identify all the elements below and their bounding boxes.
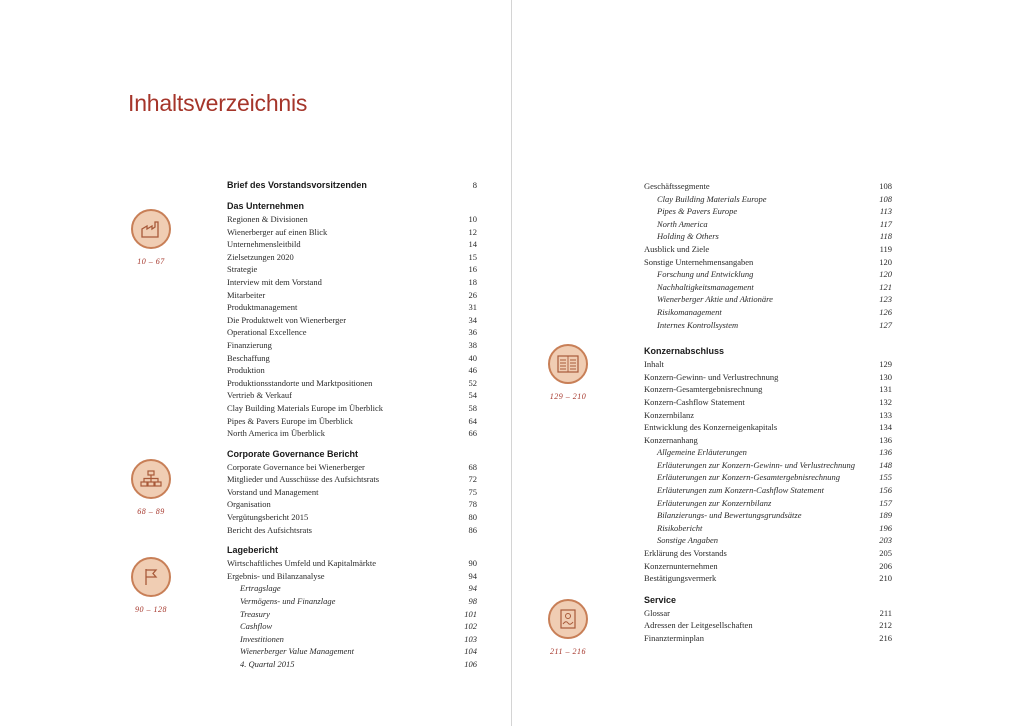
- toc-entry[interactable]: [644, 421, 892, 434]
- toc-entry[interactable]: [644, 268, 892, 281]
- page-number: 205: [879, 548, 892, 559]
- page-number: 36: [468, 327, 477, 338]
- toc-entry-label: Operational Excellence: [227, 327, 307, 338]
- badge-unternehmen: [129, 209, 173, 266]
- page-divider: [511, 0, 512, 726]
- toc-entry-label: Produktion: [227, 365, 265, 376]
- toc-entry[interactable]: [227, 263, 477, 276]
- toc-left-column: [227, 179, 477, 671]
- badge-governance: [129, 459, 173, 516]
- page-number: 120: [879, 269, 892, 280]
- toc-entry[interactable]: [644, 547, 892, 560]
- org-chart-icon: [131, 459, 171, 499]
- toc-entry-label: Wienerberger Value Management: [240, 646, 354, 657]
- toc-entry[interactable]: [227, 498, 477, 511]
- toc-entry[interactable]: [644, 256, 892, 269]
- page-number: 94: [468, 570, 477, 581]
- page-number: 136: [879, 447, 892, 458]
- document-signature-icon: [548, 599, 588, 639]
- toc-entry[interactable]: [227, 238, 477, 251]
- toc-entry-label: Konzern-Cashflow Statement: [644, 396, 745, 407]
- toc-entry-label: Corporate Governance bei Wienerberger: [227, 461, 365, 472]
- toc-entry[interactable]: [644, 205, 892, 218]
- toc-entry-label: Cashflow: [240, 621, 273, 632]
- section-heading-governance: Corporate Governance Bericht: [227, 448, 359, 459]
- page-number: 136: [879, 434, 892, 445]
- toc-entry-label: Adressen der Leitgesellschaften: [644, 620, 753, 631]
- toc-entry-label: Produktionsstandorte und Marktpositionen: [227, 377, 373, 388]
- toc-entry-label: Investitionen: [240, 633, 284, 644]
- toc-entry[interactable]: [227, 511, 477, 524]
- toc-entry[interactable]: [644, 383, 892, 396]
- page-range: 211 – 216: [550, 647, 586, 656]
- page-number: 103: [464, 633, 477, 644]
- toc-entry-label: Pipes & Pavers Europe im Überblick: [227, 415, 353, 426]
- section-heading: Brief des Vorstandsvorsitzenden: [227, 180, 367, 190]
- page-number: 108: [879, 181, 892, 191]
- toc-entry[interactable]: [227, 582, 477, 595]
- page-number: 78: [468, 499, 477, 510]
- page-number: 106: [464, 659, 477, 669]
- toc-entry[interactable]: [644, 293, 892, 306]
- toc-entry-label: Wirtschaftliches Umfeld und Kapitalmärkte: [227, 558, 377, 569]
- toc-list-governance: [227, 461, 477, 537]
- page-number: 206: [879, 560, 892, 571]
- page-number: 133: [879, 409, 892, 420]
- toc-entry[interactable]: [227, 658, 477, 671]
- toc-entry-label: Beschaffung: [227, 352, 270, 363]
- page-number: 155: [879, 472, 892, 483]
- page-number: 31: [468, 302, 477, 313]
- financial-statements-icon: [548, 344, 588, 384]
- badge-service: [546, 599, 590, 656]
- toc-entry-label: Holding & Others: [657, 231, 719, 242]
- toc-entry[interactable]: [644, 632, 892, 645]
- toc-entry-label: Regionen & Divisionen: [227, 214, 308, 224]
- toc-entry[interactable]: [227, 289, 477, 302]
- toc-entry-label: Mitarbeiter: [227, 289, 266, 300]
- toc-entry[interactable]: [644, 218, 892, 231]
- page-number: 26: [468, 289, 477, 300]
- toc-entry[interactable]: [227, 213, 477, 226]
- page-number: 38: [468, 339, 477, 350]
- toc-entry-label: Bericht des Aufsichtsrats: [227, 524, 312, 535]
- page-number: 90: [468, 558, 477, 569]
- toc-entry-label: Vorstand und Management: [227, 486, 319, 497]
- toc-entry-label: Forschung und Entwicklung: [657, 269, 754, 280]
- page-number: 211: [879, 607, 892, 618]
- page-number: 54: [468, 390, 477, 401]
- toc-entry-label: Risikomanagement: [657, 306, 722, 317]
- page-number: 121: [879, 281, 892, 292]
- toc-entry[interactable]: [644, 459, 892, 472]
- section-heading-lagebericht: Lagebericht: [227, 545, 279, 556]
- toc-entry[interactable]: [644, 230, 892, 243]
- toc-entry-label: Geschäftssegmente: [644, 181, 710, 191]
- toc-entry[interactable]: [227, 595, 477, 608]
- page-number: 101: [464, 608, 477, 619]
- page-number: 14: [468, 239, 477, 250]
- toc-entry[interactable]: [227, 461, 477, 474]
- page-range: 68 – 89: [137, 507, 165, 516]
- toc-entry-label: Ausblick und Ziele: [644, 243, 710, 254]
- toc-entry-label: Konzernanhang: [644, 434, 698, 445]
- toc-entry[interactable]: [644, 497, 892, 510]
- toc-entry-label: Sonstige Unternehmensangaben: [644, 256, 754, 267]
- page-number: 18: [468, 276, 477, 287]
- page-number: 58: [468, 402, 477, 413]
- toc-entry[interactable]: [227, 524, 477, 537]
- section-heading-service: Service: [644, 594, 677, 605]
- page-number: 131: [879, 384, 892, 395]
- toc-list-konzernabschluss: [644, 358, 892, 585]
- toc-entry-label: Konzern-Gewinn- und Verlustrechnung: [644, 371, 779, 382]
- page-number: 123: [879, 294, 892, 305]
- page-number: 212: [879, 620, 892, 631]
- toc-entry-label: Ertragslage: [240, 583, 281, 594]
- page-number: 120: [879, 256, 892, 267]
- toc-entry-label: Konzern-Gesamtergebnisrechnung: [644, 384, 763, 395]
- page-number: 40: [468, 352, 477, 363]
- page-number: 118: [879, 231, 892, 242]
- toc-entry-label: Organisation: [227, 499, 271, 510]
- badge-konzernabschluss: [546, 344, 590, 401]
- factory-icon: [131, 209, 171, 249]
- page-number: 15: [468, 251, 477, 262]
- toc-entry[interactable]: [227, 620, 477, 633]
- toc-entry-label: Clay Building Materials Europe: [657, 193, 767, 204]
- toc-entry[interactable]: [644, 319, 892, 332]
- toc-entry[interactable]: [227, 326, 477, 339]
- toc-entry-label: Erläuterungen zur Konzern-Gewinn- und Verlustrechnung: [657, 459, 856, 470]
- page-number: 34: [468, 314, 477, 325]
- toc-list-service: [644, 607, 892, 645]
- page-number: 68: [468, 461, 477, 472]
- page-title: Inhaltsverzeichnis: [128, 90, 308, 116]
- page-number: 108: [879, 193, 892, 204]
- toc-entry[interactable]: [227, 251, 477, 264]
- page-number: 117: [879, 218, 892, 229]
- toc-entry[interactable]: [644, 281, 892, 294]
- toc-entry-label: 4. Quartal 2015: [240, 659, 295, 669]
- page-number: 52: [468, 377, 477, 388]
- page-number: 210: [879, 573, 892, 584]
- toc-list-lagebericht-continued: [644, 180, 892, 331]
- page-number: 94: [468, 583, 477, 594]
- toc-entry[interactable]: [644, 193, 892, 206]
- toc-entry[interactable]: [227, 570, 477, 583]
- toc-entry[interactable]: [644, 396, 892, 409]
- toc-entry[interactable]: [227, 633, 477, 646]
- toc-entry-label: Pipes & Pavers Europe: [657, 206, 738, 217]
- toc-entry[interactable]: [644, 619, 892, 632]
- page-number: 203: [879, 535, 892, 546]
- toc-entry[interactable]: [227, 364, 477, 377]
- toc-entry-label: Konzernunternehmen: [644, 560, 718, 571]
- page-number: 16: [468, 264, 477, 275]
- toc-entry[interactable]: [644, 434, 892, 447]
- page-number: 10: [468, 214, 477, 224]
- toc-entry[interactable]: [227, 352, 477, 365]
- page-range: 129 – 210: [549, 392, 587, 401]
- toc-entry[interactable]: [227, 608, 477, 621]
- toc-entry-label: Erläuterungen zum Konzern-Cashflow Statement: [657, 485, 824, 496]
- page-number: 129: [879, 359, 892, 370]
- page-number: 64: [468, 415, 477, 426]
- toc-entry-label: Mitglieder und Ausschüsse des Aufsichtsrats: [227, 474, 380, 485]
- toc-entry-label: North America im Überblick: [227, 428, 325, 439]
- page-range: 90 – 128: [135, 605, 167, 614]
- toc-right-column: [644, 180, 892, 645]
- section-heading-unternehmen: Das Unternehmen: [227, 201, 305, 211]
- toc-entry-label: Vermögens- und Finanzlage: [240, 596, 336, 607]
- toc-entry[interactable]: [227, 402, 477, 415]
- toc-entry[interactable]: [644, 371, 892, 384]
- page-number: 12: [468, 226, 477, 237]
- page-range: 10 – 67: [137, 257, 165, 266]
- toc-entry-label: Unternehmensleitbild: [227, 239, 301, 250]
- toc-entry-label: Interview mit dem Vorstand: [227, 276, 322, 287]
- toc-entry[interactable]: [227, 226, 477, 239]
- toc-entry[interactable]: [227, 339, 477, 352]
- toc-entry[interactable]: [227, 276, 477, 289]
- toc-entry-label: Vergütungsbericht 2015: [227, 512, 309, 523]
- toc-entry[interactable]: [227, 415, 477, 428]
- toc-entry-label: Bilanzierungs- und Bewertungsgrundsätze: [657, 510, 802, 521]
- toc-entry[interactable]: [227, 301, 477, 314]
- badge-lagebericht: [129, 557, 173, 614]
- page-number: 104: [464, 646, 477, 657]
- page-number: 66: [468, 428, 477, 439]
- toc-entry[interactable]: [227, 377, 477, 390]
- toc-entry-label: Allgemeine Erläuterungen: [657, 447, 747, 458]
- toc-entry[interactable]: [644, 560, 892, 573]
- toc-entry[interactable]: [227, 314, 477, 327]
- toc-entry-label: Risikobericht: [657, 522, 703, 533]
- toc-entry-label: Wienerberger Aktie und Aktionäre: [657, 294, 773, 305]
- toc-entry-label: Wienerberger auf einen Blick: [227, 226, 328, 237]
- toc-entry[interactable]: [644, 522, 892, 535]
- page-number: 119: [879, 243, 892, 254]
- toc-entry[interactable]: [227, 473, 477, 486]
- page-number: 132: [879, 396, 892, 407]
- toc-entry[interactable]: [644, 534, 892, 547]
- toc-entry-label: Produktmanagement: [227, 302, 298, 313]
- page-number: 196: [879, 522, 892, 533]
- toc-entry[interactable]: [644, 446, 892, 459]
- page-number: 80: [468, 512, 477, 523]
- toc-entry[interactable]: [644, 607, 892, 620]
- toc-list-unternehmen: [227, 213, 477, 440]
- toc-entry-label: Glossar: [644, 607, 670, 618]
- toc-entry[interactable]: [644, 180, 892, 193]
- toc-entry-label: Ergebnis- und Bilanzanalyse: [227, 570, 325, 581]
- toc-entry-label: Strategie: [227, 264, 258, 275]
- toc-entry-label: Nachhaltigkeitsmanagement: [657, 281, 754, 292]
- toc-entry-label: Vertrieb & Verkauf: [227, 390, 292, 401]
- toc-entry[interactable]: [227, 557, 477, 570]
- page-number: 157: [879, 497, 892, 508]
- toc-entry[interactable]: [644, 409, 892, 422]
- toc-entry[interactable]: [227, 486, 477, 499]
- page-number: 75: [468, 486, 477, 497]
- toc-entry-label: Internes Kontrollsystem: [657, 319, 739, 330]
- page-number: 216: [879, 633, 892, 643]
- page-number: 130: [879, 371, 892, 382]
- page-number: 148: [879, 459, 892, 470]
- toc-entry-label: Clay Building Materials Europe im Überblick: [227, 402, 384, 413]
- toc-entry-label: North America: [657, 218, 708, 229]
- page-number: 126: [879, 306, 892, 317]
- flag-icon: [131, 557, 171, 597]
- page-number: 98: [468, 596, 477, 607]
- toc-entry[interactable]: [644, 306, 892, 319]
- toc-entry-label: Erklärung des Vorstands: [644, 548, 727, 559]
- toc-entry-label: Die Produktwelt von Wienerberger: [227, 314, 347, 325]
- toc-entry-label: Inhalt: [644, 359, 664, 370]
- toc-entry-label: Finanzierung: [227, 339, 272, 350]
- toc-entry-label: Konzernbilanz: [644, 409, 695, 420]
- toc-entry[interactable]: [227, 389, 477, 402]
- toc-entry[interactable]: [644, 572, 892, 585]
- page-number: 46: [468, 365, 477, 376]
- toc-entry-label: Erläuterungen zur Konzern-Gesamtergebnisrechnung: [657, 472, 841, 483]
- toc-entry[interactable]: [644, 243, 892, 256]
- toc-entry-label: Treasury: [240, 608, 270, 619]
- toc-entry-label: Erläuterungen zur Konzernbilanz: [657, 497, 772, 508]
- page-number: 156: [879, 485, 892, 496]
- page-number: 102: [464, 621, 477, 632]
- toc-entry[interactable]: [227, 427, 477, 440]
- page-number: 134: [879, 422, 892, 433]
- page-number: 113: [879, 206, 892, 217]
- toc-list-lagebericht: [227, 557, 477, 582]
- section-heading-konzernabschluss: Konzernabschluss: [644, 346, 725, 357]
- toc-entry-label: Bestätigungsvermerk: [644, 573, 717, 584]
- toc-entry-label: Finanzterminplan: [644, 633, 704, 643]
- page-number: 86: [468, 524, 477, 535]
- toc-entry[interactable]: [227, 645, 477, 658]
- page-number: 189: [879, 510, 892, 521]
- toc-entry[interactable]: [644, 484, 892, 497]
- toc-entry-label: Entwicklung des Konzerneigenkapitals: [644, 422, 778, 433]
- toc-entry[interactable]: [644, 471, 892, 484]
- toc-entry-label: Zielsetzungen 2020: [227, 251, 294, 262]
- page-number: 72: [468, 474, 477, 485]
- toc-entry-brief[interactable]: [227, 179, 477, 192]
- toc-entry[interactable]: [644, 358, 892, 371]
- page-number: 127: [879, 319, 892, 330]
- toc-entry[interactable]: [644, 509, 892, 522]
- page-number: 8: [472, 180, 477, 190]
- toc-entry-label: Sonstige Angaben: [657, 535, 718, 546]
- toc-list-lagebericht-sub: [227, 582, 477, 670]
